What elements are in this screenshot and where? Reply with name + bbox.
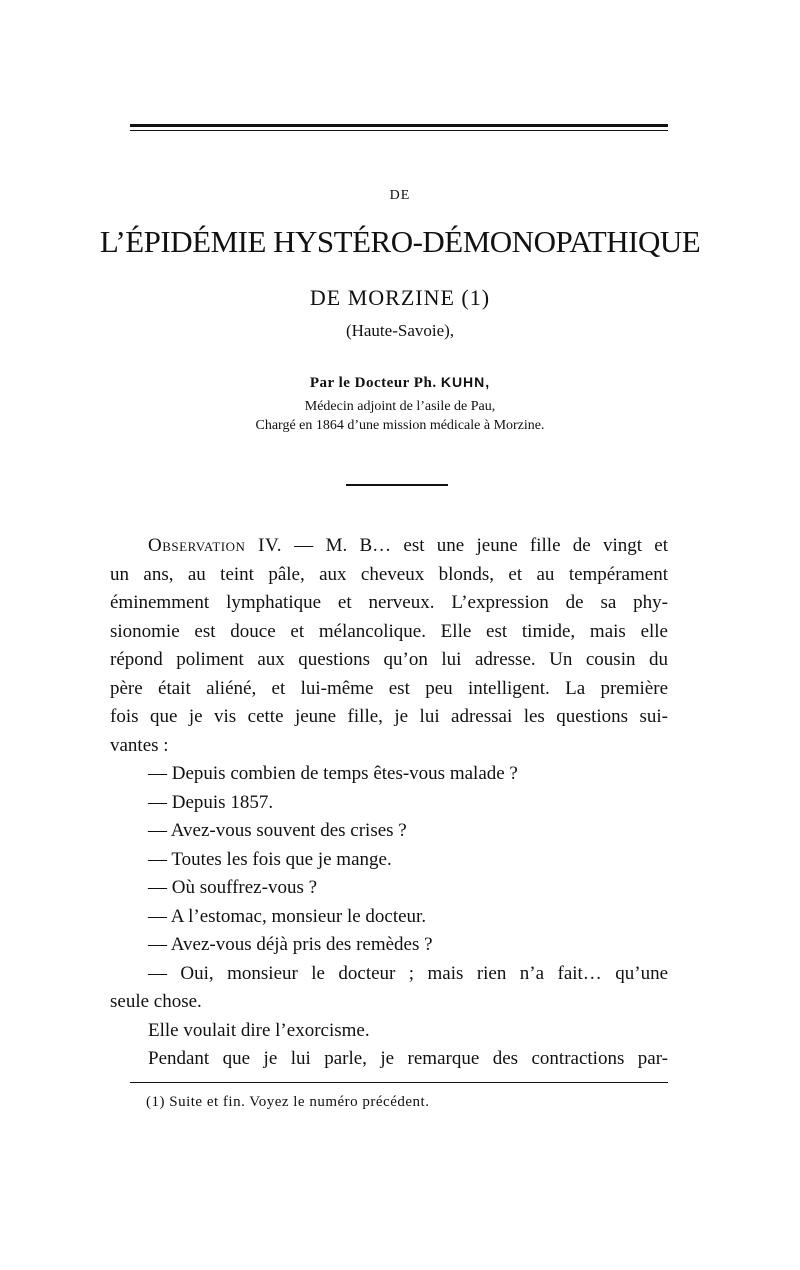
observation-label: Observation IV. bbox=[148, 535, 283, 556]
author-name: KUHN, bbox=[440, 374, 491, 390]
article-body bbox=[110, 532, 669, 1074]
author-line bbox=[0, 374, 800, 392]
footnote: (1) Suite et fin. Voyez le numéro précédent. bbox=[146, 1094, 430, 1110]
body-line-6: père était aliéné, et lui-même est peu intelligent. La première bbox=[110, 677, 668, 699]
dialogue-line-3: — Avez-vous souvent des crises ? bbox=[148, 820, 407, 841]
section-divider bbox=[346, 484, 448, 486]
author-prefix: Par le Docteur Ph. bbox=[309, 375, 437, 391]
dialogue-continuation: seule chose. bbox=[110, 991, 202, 1012]
body-line-2: un ans, au teint pâle, aux cheveux blonds, et au tempérament bbox=[110, 563, 668, 585]
body-line-8: vantes : bbox=[110, 734, 169, 756]
body-line-7: fois que je vis cette jeune fille, je lui adressai les questions sui- bbox=[110, 706, 668, 727]
dialogue-line-8: — Oui, monsieur le docteur ; mais rien n’a fait… qu’une bbox=[148, 962, 668, 984]
body-line-5: répond poliment aux questions qu’on lui adresse. Un cousin du bbox=[110, 649, 668, 670]
last-body-line: Pendant que je lui parle, je remarque des contractions par- bbox=[148, 1048, 668, 1069]
dialogue-line-5: — Où souffrez-vous ? bbox=[148, 877, 318, 898]
body-line-1 bbox=[148, 532, 668, 561]
body-line-4: sionomie est douce et mélancolique. Elle est timide, mais elle bbox=[110, 620, 668, 642]
title-prefix: DE bbox=[389, 188, 411, 203]
dialogue-line-4: — Toutes les fois que je mange. bbox=[148, 848, 392, 870]
author-role-2: Chargé en 1864 d’une mission médicale à Morzine. bbox=[255, 418, 545, 433]
dialogue-line-7: — Avez-vous déjà pris des remèdes ? bbox=[148, 934, 433, 955]
exorcism-line: Elle voulait dire l’exorcisme. bbox=[148, 1019, 370, 1041]
article-region: (Haute-Savoie), bbox=[345, 321, 455, 340]
article-title: L’ÉPIDÉMIE HYSTÉRO-DÉMONOPATHIQUE bbox=[99, 224, 701, 259]
dialogue-line-1: — Depuis combien de temps êtes-vous malade ? bbox=[148, 763, 518, 784]
body-text: — M. B… est une jeune fille de vingt et bbox=[294, 535, 669, 556]
body-line-3: éminemment lymphatique et nerveux. L’expression de sa phy- bbox=[110, 592, 668, 613]
author-role-1: Médecin adjoint de l’asile de Pau, bbox=[304, 399, 496, 414]
dialogue-line-2: — Depuis 1857. bbox=[148, 791, 274, 813]
dialogue-line-6: — A l’estomac, monsieur le docteur. bbox=[148, 905, 427, 927]
footnote-rule bbox=[130, 1082, 668, 1083]
top-rule-thick bbox=[130, 124, 668, 127]
top-rule-thin bbox=[130, 130, 668, 131]
article-subtitle: DE MORZINE (1) bbox=[309, 285, 491, 310]
